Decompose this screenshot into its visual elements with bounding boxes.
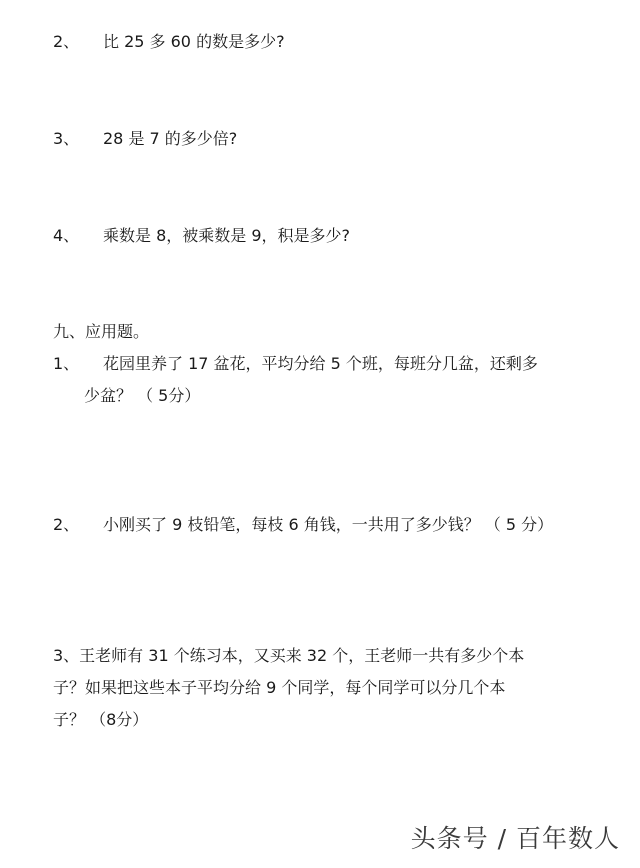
question-number: 1、 (53, 354, 80, 373)
question-number: 4、 (53, 226, 80, 245)
question-text: 乘数是 8，被乘数是 9，积是多少? (103, 226, 351, 245)
question-text: 28 是 7 的多少倍? (103, 129, 238, 148)
question-number: 2、 (53, 32, 80, 51)
question-text-line1: 花园里养了 17 盆花，平均分给 5 个班，每班分几盆，还剩多 (103, 354, 538, 373)
question-number: 2、 (53, 515, 80, 534)
question-text-line2: 子？如果把这些本子平均分给 9 个同学，每个同学可以分几个本 (53, 678, 506, 697)
section-title: 九、应用题。 (53, 322, 150, 341)
watermark: 头条号 / 百年数人 (410, 824, 620, 853)
question-text-line1: 3、王老师有 31 个练习本，又买来 32 个，王老师一共有多少个本 (53, 646, 525, 665)
question-number: 3、 (53, 129, 80, 148)
question-text-line1: 小刚买了 9 枝铅笔，每枝 6 角钱，一共用了多少钱？ （ 5 分） (103, 515, 554, 534)
applied-question-3 (53, 646, 524, 742)
question-text: 比 25 多 60 的数是多少? (103, 32, 285, 51)
question-text-line2: 少盆？ （ 5分） (84, 386, 201, 405)
question-text-line3: 子？ （8分） (53, 710, 149, 729)
